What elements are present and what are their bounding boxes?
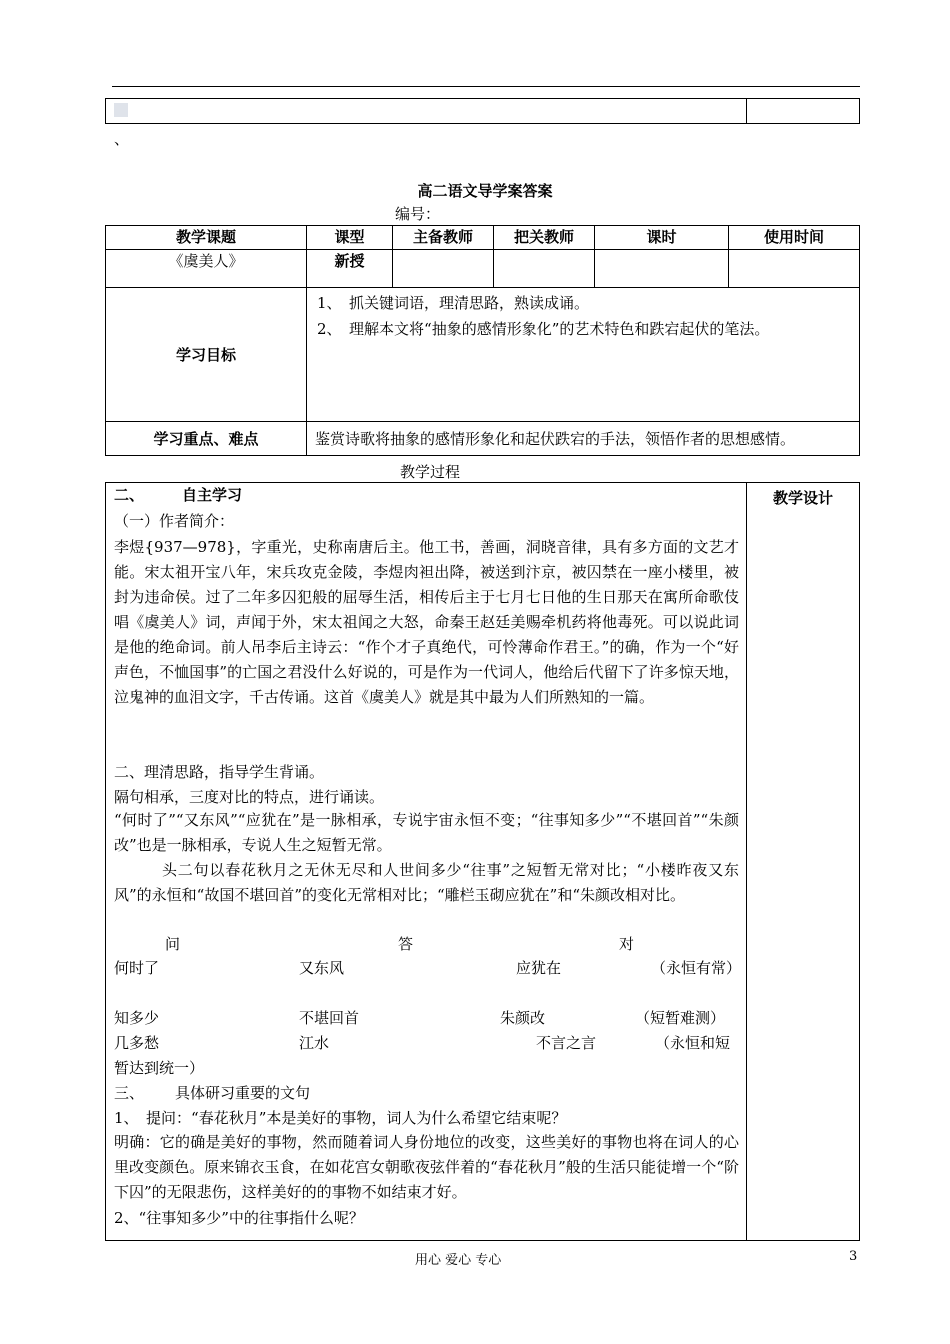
qa-header-question: 问	[165, 935, 181, 953]
serial-label: 编号：	[395, 205, 441, 223]
header-rule	[112, 86, 860, 87]
goal-item: 1、 抓关键词语，理清思路，熟读成诵。	[317, 294, 590, 312]
info-table	[105, 225, 860, 456]
question-2: 2、“往事知多少”中的往事指什么呢？	[114, 1209, 364, 1227]
process-title: 教学过程	[399, 463, 460, 481]
qa-row-q: 何时了	[114, 959, 160, 977]
section1-num: 二、	[114, 486, 145, 504]
question-1: 1、 提问：“春花秋月”本是美好的事物，词人为什么希望它结束呢？	[114, 1109, 567, 1127]
qa-row-q: 知多少	[114, 1009, 160, 1027]
topic-value: 《虞美人》	[106, 250, 307, 288]
header-table	[105, 98, 860, 124]
header-table-cell-main	[106, 99, 747, 124]
qa-row-note: （短暂难测）	[635, 1009, 726, 1027]
section3-heading: 具体研习重要的文句	[175, 1084, 311, 1102]
section2-line1: 隔句相承，三度对比的特点，进行诵读。	[114, 788, 385, 806]
qa-header-pair: 对	[619, 935, 635, 953]
period-value	[595, 250, 729, 288]
qa-row-p: 应犹在	[516, 959, 562, 977]
section1-heading: 自主学习	[182, 486, 243, 504]
author-intro: 李煜{937—978}，字重光，史称南唐后主。他工书，善画，洞晓音律，具有多方面的文艺才能。宋太祖开宝八年，宋兵攻克金陵，李煜肉袒出降，被送到汴京，被囚禁在一座小楼里，被封为违命侯。过了二年多囚犯般的屈辱生活，相传后主于七月七日他的生日那天在寓所命歌伎唱《虞美人》词，声闻于外，宋太祖闻之大怒，命秦王赵廷美赐牵机药将他毒死。可以说此词是他的绝命词。前人吊李后主诗云：“作个才子真绝代，可怜薄命作君王。”的确，作为一个“好声色，不恤国事”的亡国之君没什么好说的，可是作为一代词人，他给后代留下了许多惊天地，泣鬼神的血泪文字，千古传诵。这首《虞美人》就是其中最为人们所熟知的一篇。	[114, 538, 739, 706]
footer-motto: 用心 爱心 专心	[415, 1253, 502, 1268]
qa-row-note: （永恒和短	[655, 1034, 731, 1052]
header-cell-review-teacher: 把关教师	[494, 226, 595, 250]
review-teacher-value	[494, 250, 595, 288]
qa-row-p: 不言之言	[536, 1034, 597, 1052]
qa-header-answer: 答	[398, 935, 414, 953]
process-side-label: 教学设计	[747, 483, 860, 1241]
header-cell-type: 课型	[307, 226, 393, 250]
qa-row-a: 又东风	[299, 959, 345, 977]
section3-num: 三、	[114, 1084, 145, 1102]
key-text: 鉴赏诗歌将抽象的感情形象化和起伏跌宕的手法，领悟作者的思想感情。	[307, 422, 860, 456]
author-intro-label: （一）作者简介：	[114, 512, 235, 530]
goals-label: 学习目标	[106, 288, 307, 422]
lead-teacher-value	[393, 250, 494, 288]
page-number: 3	[849, 1249, 858, 1264]
stray-mark: 、	[114, 130, 130, 148]
key-label: 学习重点、难点	[106, 422, 307, 456]
qa-row-p: 朱颜改	[500, 1009, 546, 1027]
qa-tail: 暂达到统一）	[114, 1059, 205, 1077]
header-cell-date: 使用时间	[729, 226, 860, 250]
section2-line3: 头二句以春花秋月之无休无尽和人世间多少“往事”之短暂无常对比；“小楼昨夜又东风”的永恒和“故国不堪回首”的变化无常相对比；“雕栏玉砌应犹在”和“朱颜改相对比。	[114, 861, 739, 904]
header-cell-period: 课时	[595, 226, 729, 250]
section2-heading: 二、理清思路，指导学生背诵。	[114, 763, 325, 781]
header-table-cell-side	[747, 99, 860, 124]
page-title: 高二语文导学案答案	[417, 182, 553, 200]
type-value: 新授	[307, 250, 393, 288]
header-cell-topic: 教学课题	[106, 226, 307, 250]
header-cell-lead-teacher: 主备教师	[393, 226, 494, 250]
header-square-icon	[114, 103, 128, 117]
qa-row-a: 江水	[299, 1034, 330, 1052]
qa-row-note: （永恒有常）	[651, 959, 742, 977]
qa-row-q: 几多愁	[114, 1034, 160, 1052]
qa-row-a: 不堪回首	[299, 1009, 360, 1027]
answer-1: 明确：它的确是美好的事物，然而随着词人身份地位的改变，这些美好的事物也将在词人的心里改变颜色。原来锦衣玉食，在如花宫女朝歌夜弦伴着的“春花秋月”般的生活只能徒增一个“阶下囚”的无限悲伤，这样美好的的事物不如结束才好。	[114, 1133, 739, 1201]
date-value	[729, 250, 860, 288]
goals-cell	[307, 288, 860, 422]
section2-line2: “何时了”“又东风”“应犹在”是一脉相承，专说宇宙永恒不变；“往事知多少”“不堪回首”“朱颜改”也是一脉相承，专说人生之短暂无常。	[114, 811, 739, 854]
goal-item: 2、 理解本文将“抽象的感情形象化”的艺术特色和跌宕起伏的笔法。	[317, 320, 770, 338]
